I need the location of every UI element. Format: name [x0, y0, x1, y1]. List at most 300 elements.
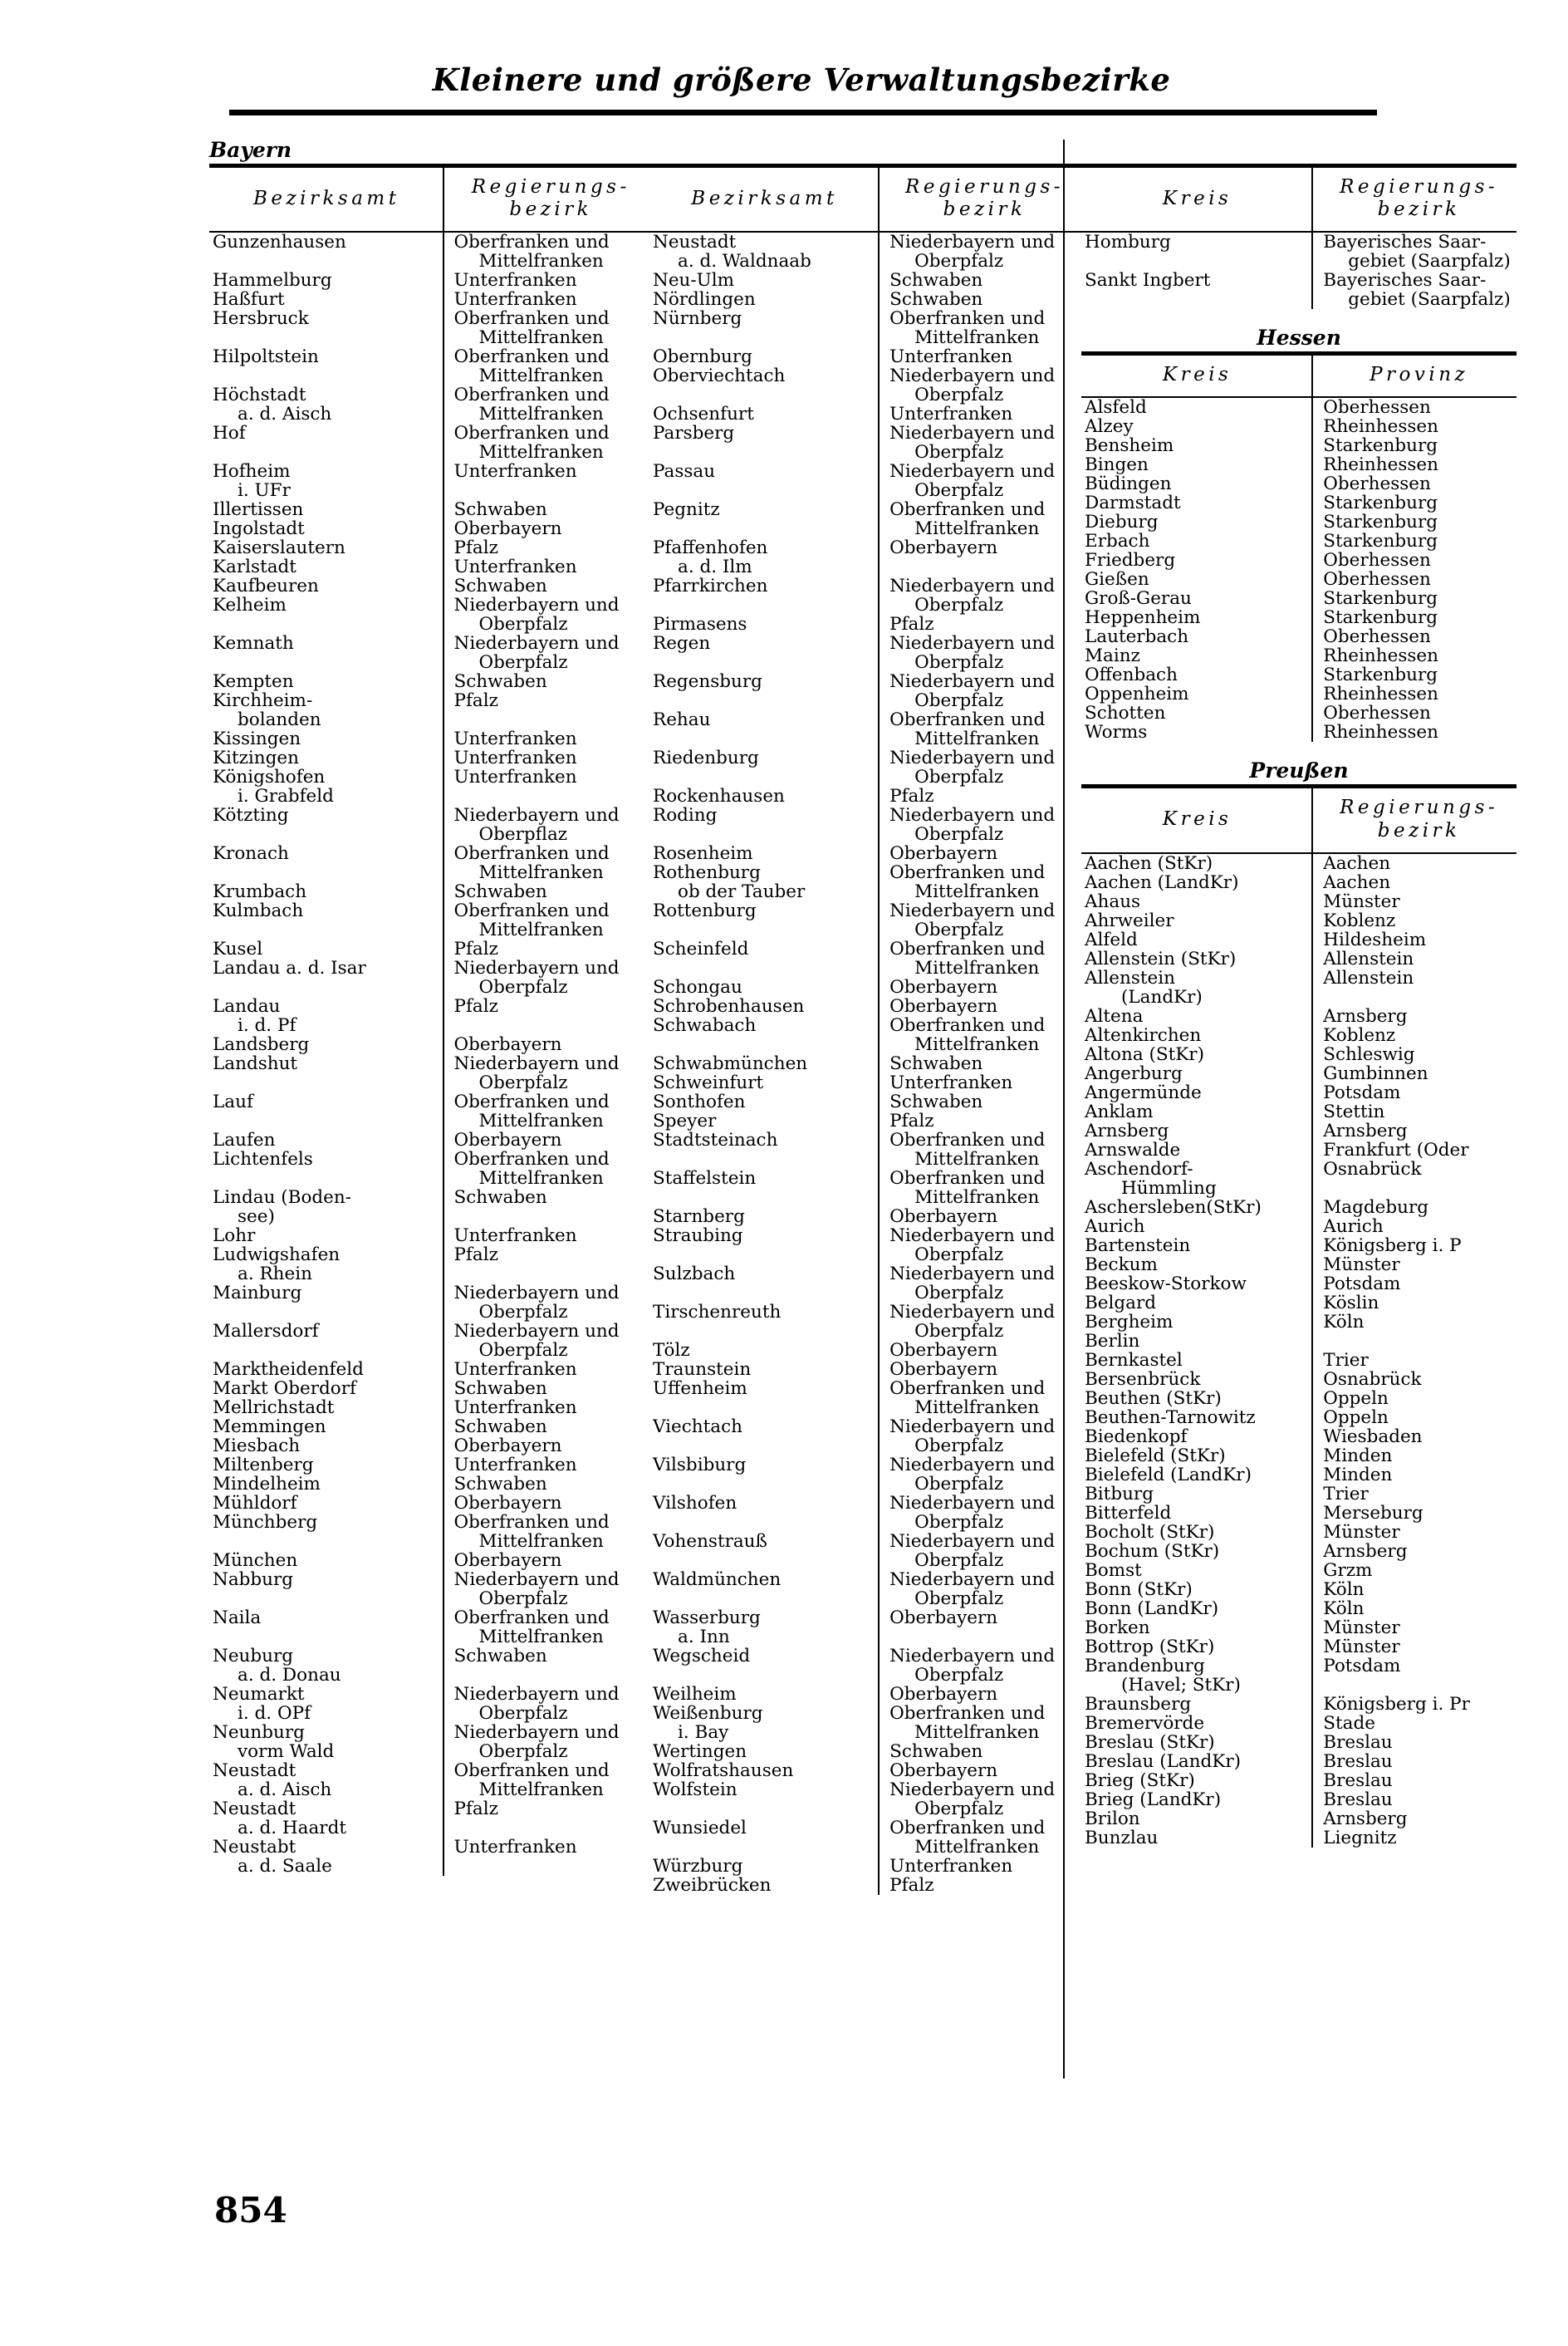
entry-value: Starkenburg: [1323, 435, 1438, 457]
cell-names-col2: [649, 232, 879, 1895]
entry-label: Speyer: [653, 1111, 717, 1132]
table-row-value: [454, 1838, 650, 1876]
entry-value-cont: Oberpfalz: [914, 442, 1004, 464]
table-row-name: [213, 500, 443, 519]
entry-value: Schwaben: [453, 1378, 547, 1400]
entry-label: Marktheidenfeld: [213, 1359, 364, 1381]
entry-label: Dieburg: [1085, 512, 1159, 533]
table-row-value: [454, 1494, 650, 1513]
table-row-name: [213, 385, 443, 424]
table-row-value: [1323, 911, 1517, 930]
table-row-value: [889, 997, 1081, 1016]
entry-filler: [213, 1589, 443, 1608]
table-row-value: [889, 1761, 1081, 1780]
entry-value: Oberbayern: [453, 1130, 562, 1151]
table-row-value: [1323, 1790, 1517, 1809]
table-row-name: [653, 863, 878, 901]
entry-label: Bartenstein: [1085, 1234, 1191, 1256]
table-row-value: [1323, 1141, 1517, 1160]
entry-filler: [653, 1799, 878, 1818]
entry-value: Oberfranken und: [453, 1512, 610, 1534]
entry-value: Pfalz: [453, 1799, 498, 1820]
entry-label-cont: i. UFr: [238, 480, 291, 502]
table-row-value: [454, 844, 650, 882]
entry-value: Breslau: [1323, 1750, 1393, 1772]
entry-filler: [653, 1245, 878, 1264]
table-row-value: [454, 901, 650, 940]
table-row-value: [889, 538, 1081, 577]
entry-value: Oberfranken und: [453, 346, 610, 368]
table-row-value: [454, 1761, 650, 1799]
table-row-value: [1323, 493, 1517, 513]
table-row-value: [1323, 513, 1517, 532]
table-row-value: [1323, 1045, 1517, 1064]
table-row-name: [1085, 1828, 1311, 1848]
entry-value: Königsberg i. Pr: [1323, 1693, 1470, 1715]
entry-label: Groß-Gerau: [1085, 588, 1192, 610]
entry-label: Lohr: [213, 1225, 256, 1247]
entry-label: Berlin: [1085, 1330, 1140, 1352]
table-row-value: [1323, 1351, 1517, 1370]
table-row-name: [213, 882, 443, 901]
entry-value: Münster: [1323, 891, 1400, 912]
entry-value: Stettin: [1323, 1101, 1385, 1122]
table-row-value: [889, 1379, 1081, 1417]
entry-value-cont: Oberpfalz: [478, 977, 568, 999]
entry-filler: [213, 615, 443, 634]
entry-label: Schrobenhausen: [653, 996, 805, 1018]
table-row-value: [454, 519, 650, 538]
entry-label: Regensburg: [653, 671, 762, 693]
entry-label: Pegnitz: [653, 499, 720, 521]
table-row-name: [1085, 455, 1311, 474]
entry-label: Wertingen: [653, 1741, 747, 1763]
table-row-value: [889, 405, 1081, 424]
entry-label-cont: a. d. Aisch: [238, 1779, 332, 1801]
entry-label: Bernkastel: [1085, 1349, 1183, 1371]
entry-value-cont: Oberpfalz: [914, 920, 1004, 941]
entry-value: Niederbayern und: [453, 633, 620, 655]
table-row-value: [454, 1799, 650, 1838]
table-row-name: [653, 634, 878, 672]
table-row-value: [454, 1283, 650, 1322]
section-heading-spacer-2: [649, 140, 1081, 164]
table-row-value: [1323, 1542, 1517, 1561]
entry-value: Minden: [1323, 1464, 1393, 1485]
entry-value: Oberbayern: [889, 1340, 998, 1362]
entry-value-cont: Oberpfalz: [914, 690, 1004, 712]
header-line-1: Regierungs-: [1340, 797, 1499, 819]
entry-filler: [653, 691, 878, 710]
cell-values-col2: [879, 232, 1081, 1895]
entry-value: Oberhessen: [1323, 569, 1431, 591]
table-row-name: [1085, 1427, 1311, 1446]
table-row-name: [213, 959, 443, 997]
entry-value: Breslau: [1323, 1789, 1393, 1810]
entry-filler: [213, 978, 443, 997]
entry-value: Niederbayern und: [889, 671, 1056, 693]
table-row-name: [1085, 608, 1311, 627]
table-row-value: [889, 1532, 1081, 1570]
table-row-value: [454, 1551, 650, 1570]
entry-label: München: [213, 1550, 298, 1572]
table-row-value: [454, 940, 650, 959]
entry-value: Unterfranken: [453, 1225, 577, 1247]
entry-value: Koblenz: [1323, 910, 1396, 931]
entry-value: Oberbayern: [453, 518, 562, 540]
entry-label: Kemnath: [213, 633, 294, 655]
entry-label: Landshut: [213, 1053, 298, 1075]
table-row-name: [213, 1398, 443, 1417]
entry-label: Straubing: [653, 1225, 743, 1247]
table-row-value: [454, 748, 650, 768]
table-row-name: [653, 1016, 878, 1054]
entry-label: Ahrweiler: [1085, 910, 1174, 931]
entry-value-cont: gebiet (Saarpfalz): [1348, 289, 1511, 311]
entry-label: Nürnberg: [653, 308, 742, 330]
table-row-value: [1323, 436, 1517, 455]
entry-label: Kirchheim-: [213, 690, 313, 712]
table-row-value: [454, 1035, 650, 1054]
table-row-name: [1085, 1064, 1311, 1083]
table-row-value: [889, 1131, 1081, 1169]
table-row-value: [1323, 1771, 1517, 1790]
table-row-value: [889, 978, 1081, 997]
cell-values-preussen: [1312, 853, 1517, 1848]
entry-label: Kulmbach: [213, 901, 304, 922]
entry-value: Rheinhessen: [1323, 722, 1438, 744]
entry-label: Offenbach: [1085, 665, 1178, 686]
entry-value-cont: Oberpfalz: [914, 1512, 1004, 1534]
entry-value: Oberfranken und: [453, 1092, 610, 1113]
table-row-value: [1323, 1580, 1517, 1599]
entry-value: Unterfranken: [453, 729, 577, 750]
table-row-value: [889, 1570, 1081, 1608]
entry-value: Niederbayern und: [453, 958, 620, 979]
table-row-name: [1085, 1102, 1311, 1121]
entry-label: Obernburg: [653, 346, 752, 368]
table-row-name: [653, 1303, 878, 1341]
entry-value-cont: Oberpfalz: [914, 1436, 1004, 1457]
entry-value: Oberfranken und: [889, 499, 1046, 521]
table-row-name: [213, 1150, 443, 1188]
table-row-value: [454, 1092, 650, 1131]
entry-label: Höchstadt: [213, 385, 306, 406]
entry-filler: [213, 863, 443, 882]
entry-filler: [653, 1188, 878, 1207]
entry-value: Oberfranken und: [453, 1607, 610, 1629]
header-line-2: bezirk: [943, 199, 1027, 221]
column-3: [1081, 140, 1517, 1848]
table-row-value: [454, 806, 650, 844]
entry-value: Niederbayern und: [889, 1416, 1056, 1438]
entry-value-cont: Oberpfalz: [478, 614, 568, 636]
table-row-name: [1085, 474, 1311, 493]
entry-label: Bitterfeld: [1085, 1502, 1172, 1524]
table-row-value: [1323, 1274, 1517, 1293]
page-title: Kleinere und größere Verwaltungsbezirke: [432, 61, 1171, 98]
table-row-value: [454, 1150, 650, 1188]
entry-value: Niederbayern und: [889, 633, 1056, 655]
entry-label: Lindau (Boden-: [213, 1187, 351, 1209]
entry-filler: [454, 481, 650, 500]
entry-value: Niederbayern und: [453, 1569, 620, 1591]
table-row-value: [1323, 1427, 1517, 1446]
entry-filler: [1085, 290, 1311, 309]
table-row-name: [1085, 1809, 1311, 1828]
table-row-value: [889, 1455, 1081, 1494]
entry-value: Starkenburg: [1323, 665, 1438, 686]
section-heading-preussen: Preußen: [1249, 758, 1349, 783]
table-row-name: [653, 1073, 878, 1092]
entry-label: Lauterbach: [1085, 626, 1189, 648]
entry-value: Potsdam: [1323, 1273, 1401, 1294]
table-row-value: [1323, 398, 1517, 417]
table-row-name: [1085, 398, 1311, 417]
entry-value: Schwaben: [453, 1416, 547, 1438]
entry-label: Bonn (LandKr): [1085, 1598, 1219, 1619]
table-row-name: [213, 1283, 443, 1322]
entry-filler: [1323, 1179, 1517, 1198]
entry-label: Mainz: [1085, 645, 1140, 667]
table-row-name: [213, 1513, 443, 1551]
entry-value: Niederbayern und: [889, 1455, 1056, 1476]
table-row-value: [1323, 1695, 1517, 1714]
table-row-name: [653, 1570, 878, 1608]
entry-label: Bocholt (StKr): [1085, 1521, 1215, 1543]
table-row-value: [454, 691, 650, 729]
table-row-value: [1323, 1255, 1517, 1274]
entry-filler: [454, 1264, 650, 1283]
table-row-value: [454, 1226, 650, 1245]
entry-value: Oberbayern: [889, 1359, 998, 1381]
table-row-value: [1323, 873, 1517, 892]
entry-value-cont: Oberpfalz: [478, 1340, 568, 1362]
entry-label: Neustabt: [213, 1837, 296, 1858]
entry-value: Oberfranken und: [889, 308, 1046, 330]
entry-value-cont: Oberpfalz: [478, 1072, 568, 1094]
entry-value: Unterfranken: [453, 1359, 577, 1381]
table-row-name: [213, 347, 443, 385]
table-row-name: [653, 1226, 878, 1264]
entry-value: Aachen: [1323, 871, 1391, 893]
table-row-value: [454, 997, 650, 1035]
table-row-value: [889, 634, 1081, 672]
entry-value-cont: Oberpfalz: [914, 1321, 1004, 1342]
entry-value-cont: Mittelfranken: [914, 1034, 1040, 1056]
table-row-value: [1323, 1637, 1517, 1656]
table-row-value: [889, 1226, 1081, 1264]
table-row-name: [1085, 646, 1311, 665]
table-row-name: [213, 691, 443, 729]
entry-value: Wiesbaden: [1323, 1426, 1423, 1447]
entry-value: Rheinhessen: [1323, 416, 1438, 438]
entry-label: Weißenburg: [653, 1703, 763, 1725]
entry-label: Beuthen (StKr): [1085, 1387, 1222, 1409]
table-row-name: [1085, 665, 1311, 685]
entry-value-cont: Mittelfranken: [478, 366, 604, 387]
table-row-name: [1085, 1236, 1311, 1255]
entry-value: Frankfurt (Oder: [1323, 1139, 1469, 1161]
header-regierungsbezirk-preussen: [1312, 787, 1517, 853]
table-row-value: [454, 959, 650, 997]
table-row-name: [213, 577, 443, 596]
entry-value: Pfalz: [453, 690, 498, 712]
entry-value: Liegnitz: [1323, 1827, 1397, 1848]
entry-value: Niederbayern und: [453, 1722, 620, 1744]
entry-filler: [653, 920, 878, 940]
entry-label: Bielefeld (LandKr): [1085, 1464, 1252, 1485]
table-row-value: [889, 1647, 1081, 1685]
entry-label: Wolfratshausen: [653, 1760, 794, 1782]
table-row-value: [1323, 1599, 1517, 1618]
table-row-name: [1085, 1446, 1311, 1465]
entry-value: Unterfranken: [889, 1856, 1013, 1877]
table-row-value: [1323, 233, 1517, 271]
entry-label: Königshofen: [213, 767, 326, 788]
table-row-value: [454, 882, 650, 901]
entry-value-cont: Mittelfranken: [914, 1397, 1040, 1419]
table-row-value: [889, 290, 1081, 309]
table-row-name: [1085, 1714, 1311, 1733]
table-row-value: [1323, 1446, 1517, 1465]
entry-value: Niederbayern und: [889, 901, 1056, 922]
table-row-value: [454, 424, 650, 462]
table-row-name: [213, 1092, 443, 1131]
table-row-name: [213, 672, 443, 691]
entry-value: Arnsberg: [1323, 1540, 1408, 1562]
table-row-value: [454, 1417, 650, 1436]
entry-label: Heppenheim: [1085, 607, 1201, 629]
table-row-value: [889, 1608, 1081, 1647]
table-row-name: [213, 1188, 443, 1226]
table-row-value: [1323, 1217, 1517, 1236]
entry-label: Bremervörde: [1085, 1712, 1205, 1734]
table-row-value: [454, 1475, 650, 1494]
entry-value: Oberfranken und: [453, 423, 610, 444]
table-row-name: [1085, 1790, 1311, 1809]
entry-value: Pfalz: [889, 1875, 934, 1897]
entry-value-cont: Oberpfalz: [478, 1302, 568, 1323]
table-row-name: [1085, 1465, 1311, 1485]
entry-value: Unterfranken: [453, 1455, 577, 1476]
entry-value: Niederbayern und: [889, 748, 1056, 769]
table-row-name: [213, 1379, 443, 1398]
entry-label: Schotten: [1085, 703, 1166, 724]
entry-value: Unterfranken: [453, 557, 577, 578]
table-saar: [1081, 164, 1517, 309]
entry-label: Bensheim: [1085, 435, 1174, 457]
entry-value: Niederbayern und: [889, 576, 1056, 597]
entry-label: Rothenburg: [653, 862, 761, 884]
table-row-name: [653, 901, 878, 940]
entry-value: Schwaben: [453, 671, 547, 693]
table-row-name: [1085, 532, 1311, 551]
table-row-value: [889, 1073, 1081, 1092]
entry-filler: [653, 1035, 878, 1054]
entry-value-cont: Oberpflaz: [478, 824, 568, 846]
table-row-name: [653, 290, 878, 309]
table-row-value: [1323, 474, 1517, 493]
entry-label: Beuthen-Tarnowitz: [1085, 1406, 1256, 1428]
table-row-name: [213, 596, 443, 634]
entry-value: Starkenburg: [1323, 493, 1438, 514]
entry-value: Niederbayern und: [453, 1684, 620, 1706]
table-row-value: [1323, 589, 1517, 608]
entry-value-cont: Mittelfranken: [478, 1111, 604, 1132]
entry-value: Schwaben: [453, 499, 547, 521]
entry-value: Unterfranken: [889, 346, 1013, 368]
entry-value: Pfalz: [453, 939, 498, 960]
table-row-value: [889, 1092, 1081, 1112]
entry-value-cont: Mittelfranken: [478, 1168, 604, 1190]
table-row-name: [1085, 1580, 1311, 1599]
table-row-value: [1323, 1828, 1517, 1848]
entry-value: Niederbayern und: [889, 1779, 1056, 1801]
table-row-value: [454, 233, 650, 271]
table-row-name: [213, 806, 443, 844]
entry-value: Niederbayern und: [889, 1493, 1056, 1514]
entry-value-cont: Oberpfalz: [914, 1799, 1004, 1820]
entry-filler: [1085, 252, 1311, 271]
table-row-value: [1323, 1083, 1517, 1102]
table-row-name: [653, 424, 878, 462]
entry-label: Bingen: [1085, 454, 1149, 476]
header-regierungsbezirk: [443, 166, 650, 233]
entry-label: Bersenbrück: [1085, 1368, 1201, 1390]
table-row-value: [454, 271, 650, 290]
table-row-value: [1323, 1714, 1517, 1733]
table-row-name: [653, 233, 878, 271]
entry-label: Aachen (StKr): [1085, 852, 1213, 874]
table-row-value: [454, 1647, 650, 1685]
entry-label: Erbach: [1085, 531, 1150, 552]
entry-label: Waldmünchen: [653, 1569, 782, 1591]
entry-value: Unterfranken: [453, 270, 577, 292]
table-row-value: [454, 500, 650, 519]
table-row-name: [653, 997, 878, 1016]
entry-label: Landau a. d. Isar: [213, 958, 366, 979]
entry-value: Unterfranken: [889, 404, 1013, 425]
entry-value: Unterfranken: [453, 461, 577, 483]
entry-value: Schwaben: [889, 289, 983, 311]
entry-label: Bunzlau: [1085, 1827, 1159, 1848]
table-row-value: [454, 1398, 650, 1417]
entry-label: Bottrop (StKr): [1085, 1636, 1215, 1657]
entry-filler: [653, 1475, 878, 1494]
table-row-value: [1323, 1293, 1517, 1313]
entry-label: Oberviechtach: [653, 366, 786, 387]
entry-value-cont: Oberpfalz: [914, 1588, 1004, 1610]
entry-value: Niederbayern und: [453, 1283, 620, 1304]
table-row-name: [653, 1780, 878, 1818]
entry-filler: [653, 768, 878, 787]
entry-label: Scheinfeld: [653, 939, 749, 960]
header-line-2: bezirk: [509, 199, 593, 221]
table-row-name: [653, 1761, 878, 1780]
table-row-name: [1085, 950, 1311, 969]
header-regierungsbezirk-2: [879, 166, 1081, 233]
table-row-value: [1323, 1389, 1517, 1408]
entry-value: Arnsberg: [1323, 1005, 1408, 1027]
entry-value: Niederbayern und: [453, 805, 620, 827]
entry-value: Oberfranken und: [889, 1015, 1046, 1037]
entry-value: Oberhessen: [1323, 703, 1431, 724]
entry-label: Homburg: [1085, 232, 1171, 253]
section-heading-bayern: Bayern: [209, 138, 292, 162]
entry-label: Brilon: [1085, 1808, 1140, 1829]
entry-label: Worms: [1085, 722, 1148, 744]
